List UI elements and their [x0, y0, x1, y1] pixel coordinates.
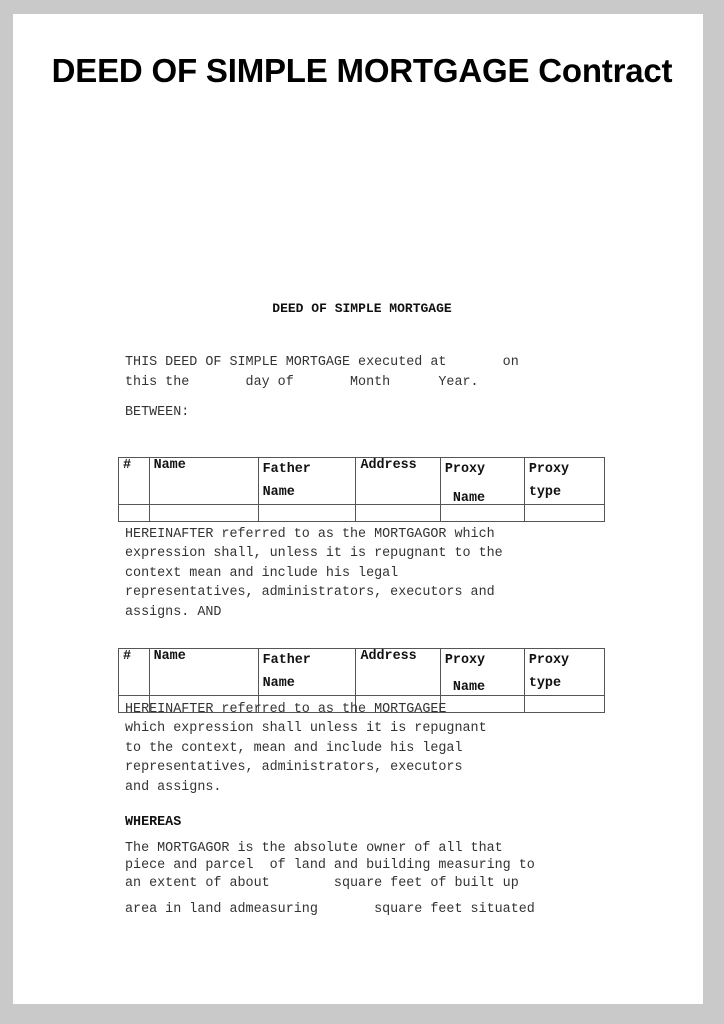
cell-father-name[interactable] [258, 505, 356, 522]
col-proxy-type [524, 649, 604, 696]
mortgagor-table [118, 457, 605, 522]
mortgagee-line-3: to the context, mean and include his legal [125, 741, 463, 756]
col-father-line2: Name [262, 676, 295, 691]
col-father-name [258, 649, 356, 696]
col-proxy-line2: Name [452, 680, 486, 695]
intro-line-1: THIS DEED OF SIMPLE MORTGAGE executed at on [125, 355, 519, 370]
mortgagee-line-4: representatives, administrators, executors [125, 760, 463, 775]
mortgagor-line-5: assigns. AND [125, 605, 222, 620]
cell-proxy-name[interactable] [440, 505, 524, 522]
page-title: DEED OF SIMPLE MORTGAGE Contract [51, 52, 673, 89]
col-name: Name [149, 458, 258, 505]
cell-proxy-type[interactable] [524, 505, 604, 522]
col-father-name [258, 458, 356, 505]
cell-number[interactable] [119, 505, 150, 522]
col-proxy-type-line1: Proxy [528, 462, 570, 477]
cell-address[interactable] [356, 505, 440, 522]
mortgagor-line-2: expression shall, unless it is repugnant to the [125, 546, 503, 561]
mortgagee-line-2: which expression shall unless it is repugnant [125, 721, 487, 736]
col-father-line2: Name [262, 485, 295, 500]
whereas-line-2: piece and parcel of land and building measuring to [125, 858, 535, 873]
col-address: Address [356, 458, 440, 505]
cell-name[interactable] [149, 505, 258, 522]
mortgagee-line-1: HEREINAFTER referred to as the MORTGAGEE [125, 702, 447, 717]
intro-line-2: this the day of Month Year. [125, 375, 479, 390]
mortgagor-line-3: context mean and include his legal [125, 566, 399, 581]
col-proxy-type-line2: type [528, 485, 562, 500]
whereas-line-3: an extent of about square feet of built up [125, 876, 519, 891]
cell-proxy-type[interactable] [524, 696, 604, 713]
cell-proxy-name[interactable] [440, 696, 524, 713]
col-proxy-line1: Proxy [444, 462, 486, 477]
col-proxy-type-line1: Proxy [528, 653, 570, 668]
col-proxy-line2: Name [452, 491, 486, 506]
table-header-row [119, 649, 605, 696]
mortgagor-line-4: representatives, administrators, executors and [125, 585, 495, 600]
col-name: Name [149, 649, 258, 696]
between-label: BETWEEN: [125, 405, 190, 420]
col-proxy-name [440, 649, 524, 696]
col-address: Address [356, 649, 440, 696]
mortgagor-line-1: HEREINAFTER referred to as the MORTGAGOR which [125, 527, 495, 542]
whereas-line-1: The MORTGAGOR is the absolute owner of all that [125, 841, 503, 856]
col-father-line1: Father [262, 462, 311, 477]
deed-heading: DEED OF SIMPLE MORTGAGE [272, 301, 452, 316]
mortgagee-line-5: and assigns. [125, 780, 222, 795]
whereas-line-4: area in land admeasuring square feet situated [125, 902, 535, 917]
col-proxy-line1: Proxy [444, 653, 486, 668]
col-number: # [119, 458, 150, 505]
col-proxy-type [524, 458, 604, 505]
col-number: # [119, 649, 150, 696]
col-proxy-name [440, 458, 524, 505]
whereas-heading: WHEREAS [125, 815, 182, 830]
table-row [119, 505, 605, 522]
col-proxy-type-line2: type [528, 676, 562, 691]
table-header-row [119, 458, 605, 505]
col-father-line1: Father [262, 653, 311, 668]
